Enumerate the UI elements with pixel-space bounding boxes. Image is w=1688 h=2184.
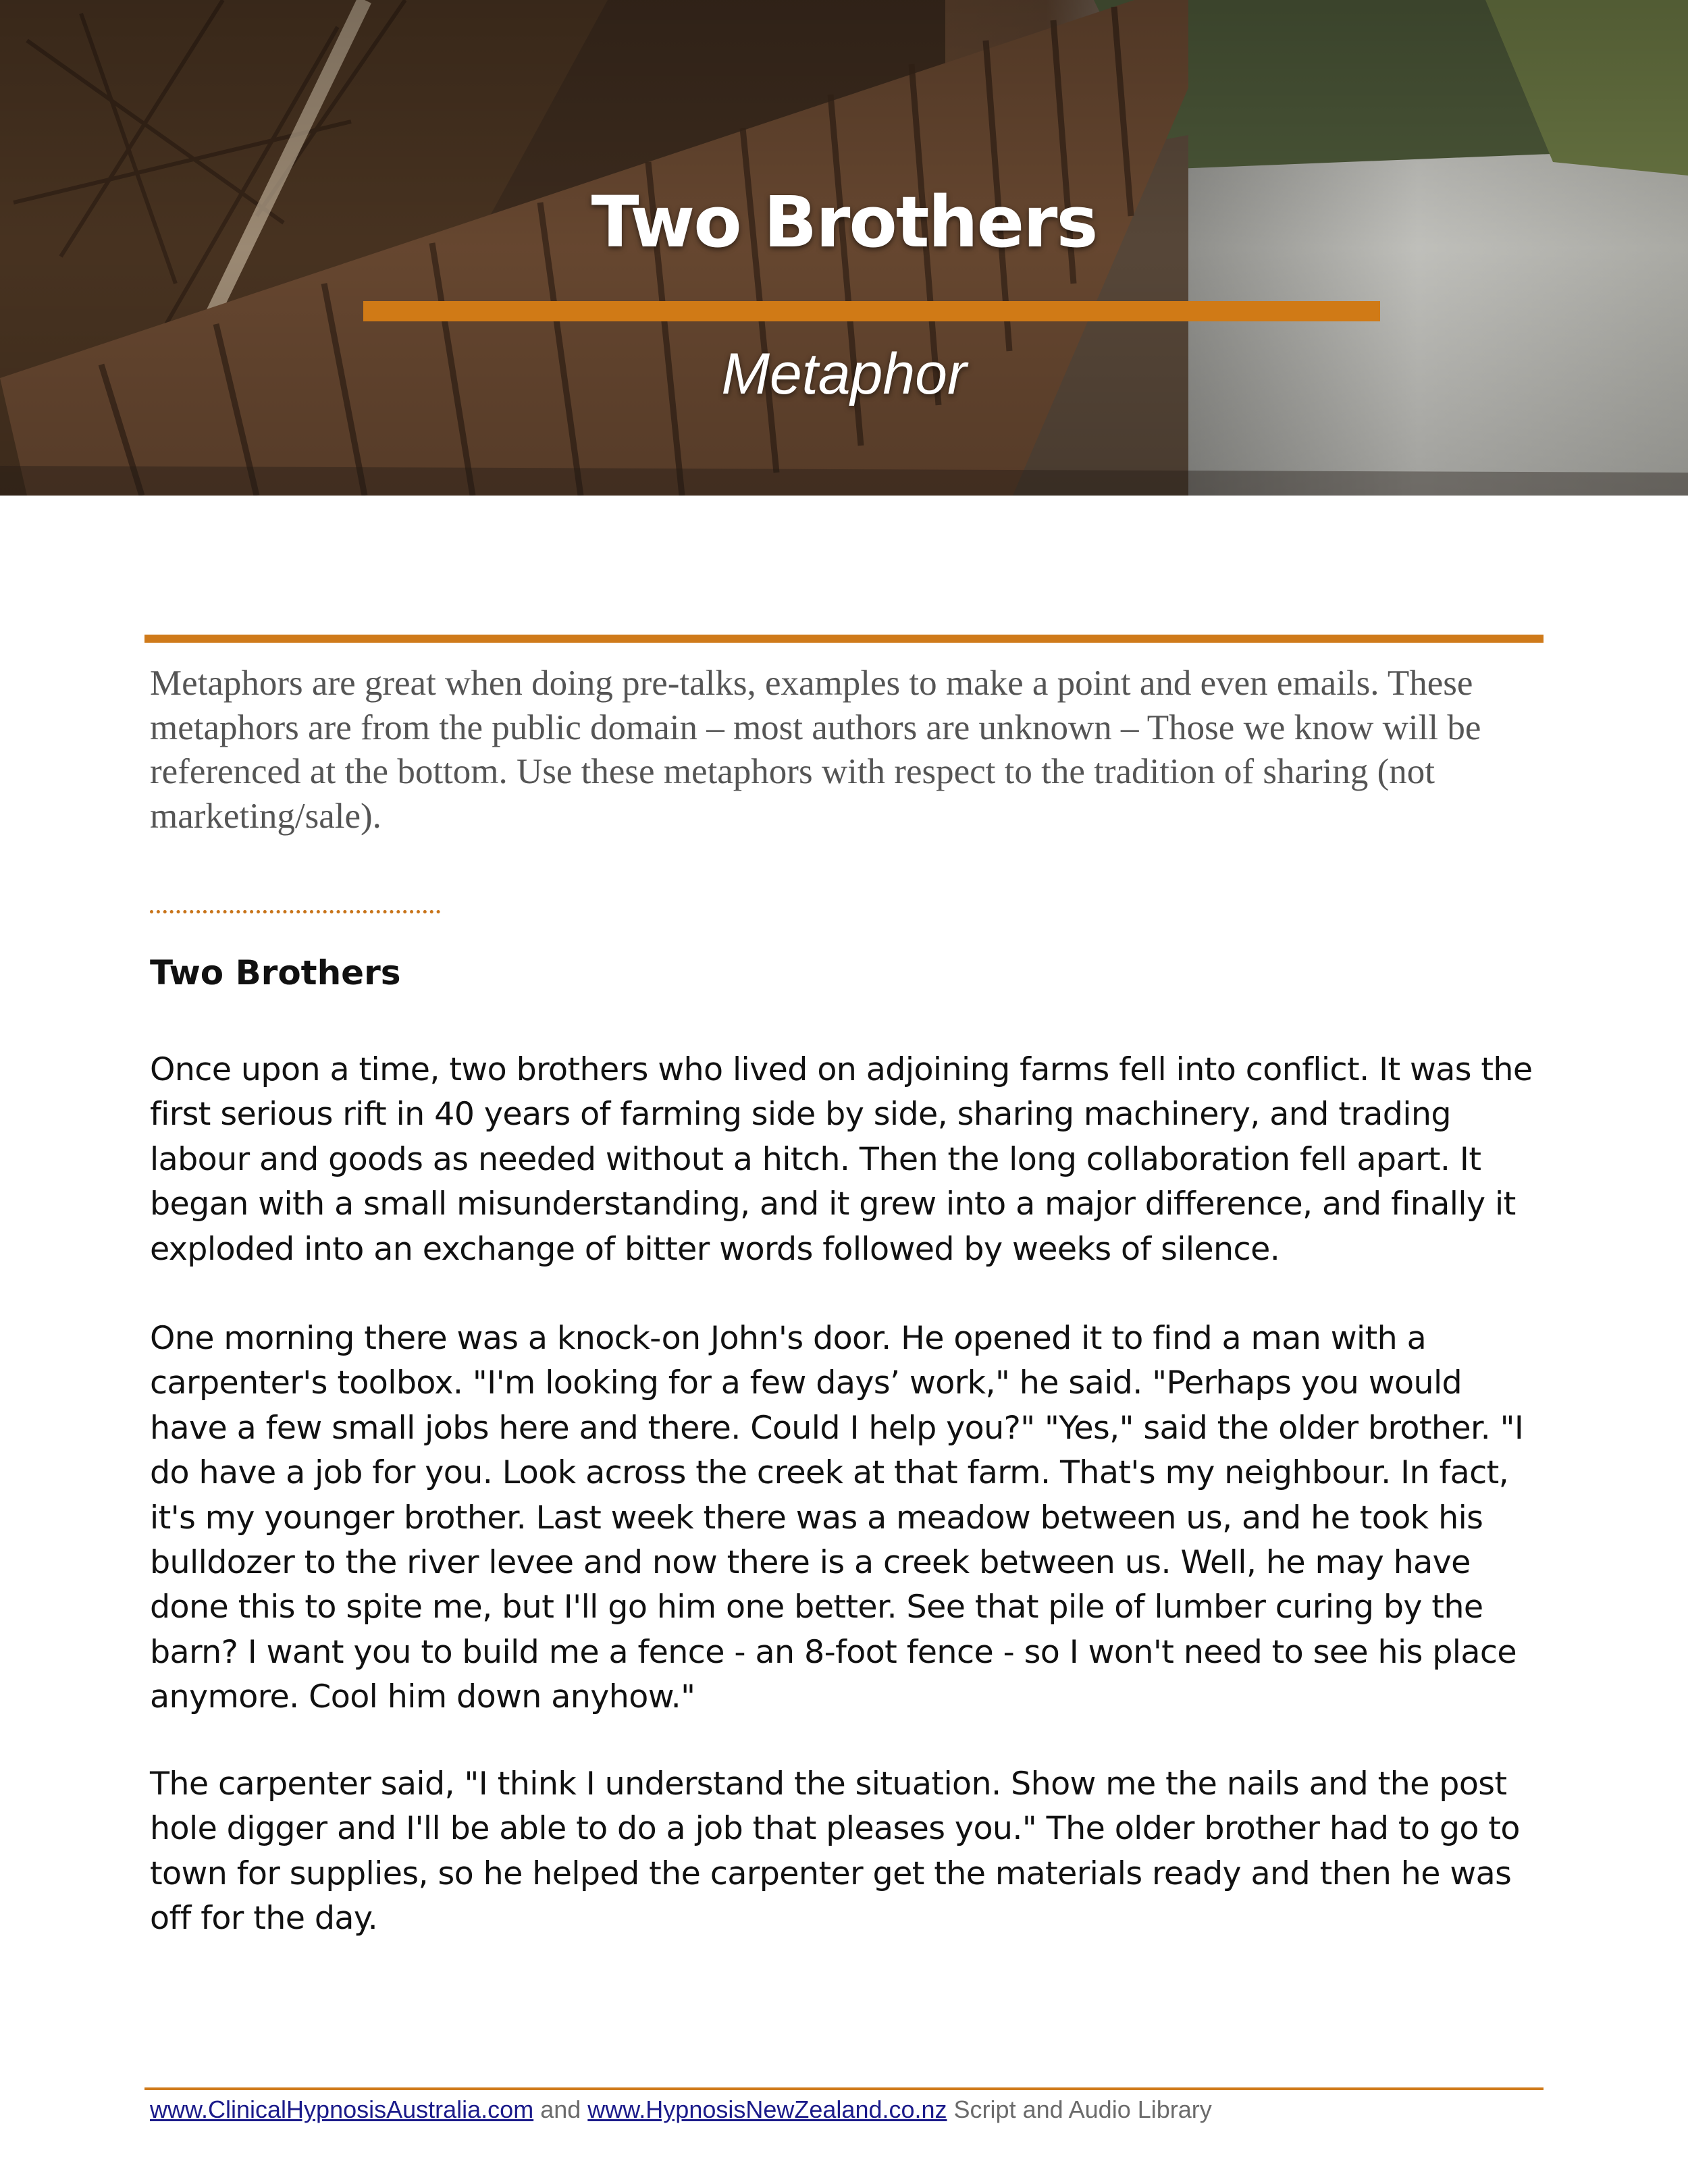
story-paragraph: The carpenter said, "I think I understand the situation. Show me the nails and the post hole digger and I'll be able to do a job that pleases you." The older brother had to go to town for supplies, so he helped the carpenter get the materials ready and then he was off for the day. — [150, 1765, 1520, 1938]
story-title: Two Brothers — [150, 953, 401, 992]
title-accent-bar — [363, 301, 1380, 321]
intro-paragraph: Metaphors are great when doing pre-talks, examples to make a point and even emails. These metaphors are from the public domain – most authors are unknown – Those we know will be referenced at the bottom. Use these metaphors with respect to the tradition of sharing (not marketing/sale). — [150, 664, 1481, 836]
story-paragraph: One morning there was a knock-on John's door. He opened it to find a man with a carpenter's toolbox. "I'm looking for a few days’ work," he said. "Perhaps you would have a few small jobs here and there. Could I help you?" "Yes," said the older brother. "I do have a job for you. Look across the creek at that farm. That's my neighbour. In fact, it's my younger brother. Last week there was a meadow between us, and he took his bulldozer to the river levee and now there is a creek between us. Well, he may have done this to spite me, but I'll go him one better. See that pile of lumber curing by the barn? I want you to build me a fence - an 8-foot fence - so I won't need to see his place anymore. Cool him down anyhow." — [150, 1320, 1524, 1716]
dotted-separator — [150, 883, 440, 913]
footer — [150, 2096, 1212, 2124]
footer-suffix: Script and Audio Library — [953, 2096, 1212, 2123]
hero-banner — [0, 0, 1688, 496]
footer-link-australia[interactable]: www.ClinicalHypnosisAustralia.com — [150, 2096, 534, 2123]
section-divider-top — [144, 635, 1544, 643]
footer-link-newzealand[interactable]: www.HypnosisNewZealand.co.nz — [587, 2096, 947, 2123]
story-paragraph: Once upon a time, two brothers who lived on adjoining farms fell into conflict. It was the first serious rift in 40 years of farming side by side, sharing machinery, and trading labour and goods as needed without a hitch. Then the long collaboration fell apart. It began with a small misunderstanding, and it grew into a major difference, and finally it exploded into an exchange of bitter words followed by weeks of silence. — [150, 1051, 1533, 1268]
page-title: Two Brothers — [591, 181, 1097, 263]
page-subtitle: Metaphor — [721, 342, 967, 406]
footer-divider — [144, 2087, 1544, 2090]
footer-and: and — [540, 2096, 581, 2123]
